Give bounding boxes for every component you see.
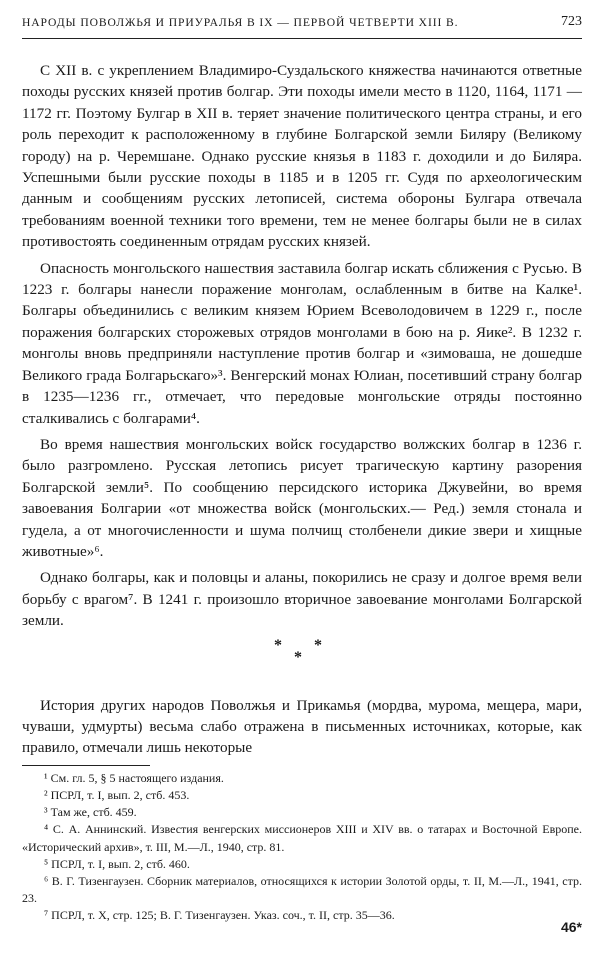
footnote: ³ Там же, стб. 459. <box>44 805 137 820</box>
footnote: ⁷ ПСРЛ, т. X, стр. 125; В. Г. Тизенгаузен. Указ. соч., т. II, стр. 35—36. <box>44 908 395 923</box>
footnote: ¹ См. гл. 5, § 5 настоящего издания. <box>44 770 224 785</box>
footnote: ⁶ В. Г. Тизенгаузен. Сборник материалов, относящихся к истории Золотой орды, т. II, М.—Л., 1941, стр. 23. <box>22 874 582 906</box>
footnote: ⁴ С. А. Аннинский. Известия венгерских миссионеров XIII и XIV вв. о татарах и Восточной Европе. «Исторический архив», т. III, М.—Л., 1940, стр. 81. <box>22 822 582 854</box>
signature-mark: 46* <box>560 919 582 935</box>
separator-star: * <box>274 636 292 654</box>
paragraph: С XII в. с укреплением Владимиро-Суздальского княжества начинаются ответные походы русских князей против болгар. Эти походы имели место в 1120, 1164, 1171 — 1172 гг. Поэтому Булгар в XII в. теряет значение политического центра страны, и его роль переходит к расположенному в глубине Болгарской земли Биляру (Великому городу) на р. Черемшане. Однако русские князья в 1183 г. доходили и до Биляра. Успешными были русские походы в 1185 и в 1205 гг. Судя по археологическим данным и сообщениям русских летописей, система обороны Булгара отвечала требованиям военной техники того времени, тем не менее болгары были не в силах противостоять соединенным отрядам русских князей. <box>22 62 582 251</box>
page-header <box>22 6 582 39</box>
separator-star: * <box>314 636 332 654</box>
page-body <box>22 60 582 925</box>
separator-star: * <box>294 648 312 666</box>
paragraph: Опасность монгольского нашествия заставила болгар искать сближения с Русью. В 1223 г. болгары нанесли поражение монголам, ослабленным в битве на Калке¹. Болгары объединились с великим князем Юрием Всеволодовичем в 1229 г., после поражения болгарских сторожевых отрядов монголами в бою на р. Яике². В 1232 г. монголы вновь предприняли наступление против болгар и «зимоваша, не дошедше Великого града Болгарьскаго»³. Венгерский монах Юлиан, посетивший страну болгар в 1235—1236 гг., отмечает, что передовые монгольские отряды постоянно сталкивались с болгарами⁴. <box>22 259 582 427</box>
footnote-divider <box>22 765 150 766</box>
paragraph: Во время нашествия монгольских войск государство волжских болгар в 1236 г. было разгромлено. Русская летопись рисует трагическую картину разорения Болгарской земли⁵. По сообщению персидского историка Джувейни, во время завоевания Болгарии «от множества войск (монгольских.— Ред.) земля стонала и гудела, а от многочисленности и шума полчищ столбенели дикие звери и хищные животные»⁶. <box>22 435 582 560</box>
section-separator <box>22 637 582 671</box>
page-number: 723 <box>561 14 582 29</box>
paragraph: История других народов Поволжья и Прикамья (мордва, мурома, мещера, мари, чуваши, удмурты) весьма слабо отражена в письменных источниках, которые, как правило, отмечали лишь некоторые <box>22 696 582 757</box>
paragraph: Однако болгары, как и половцы и аланы, покорились не сразу и долгое время вели борьбу с врагом⁷. В 1241 г. произошло вторичное завоевание монголами Болгарской земли. <box>22 569 582 630</box>
footnote: ⁵ ПСРЛ, т. I, вып. 2, стб. 460. <box>44 856 190 871</box>
footnote: ² ПСРЛ, т. I, вып. 2, стб. 453. <box>44 787 190 802</box>
running-title: НАРОДЫ ПОВОЛЖЬЯ И ПРИУРАЛЬЯ В IX — ПЕРВОЙ ЧЕТВЕРТИ XIII В. <box>22 15 459 29</box>
